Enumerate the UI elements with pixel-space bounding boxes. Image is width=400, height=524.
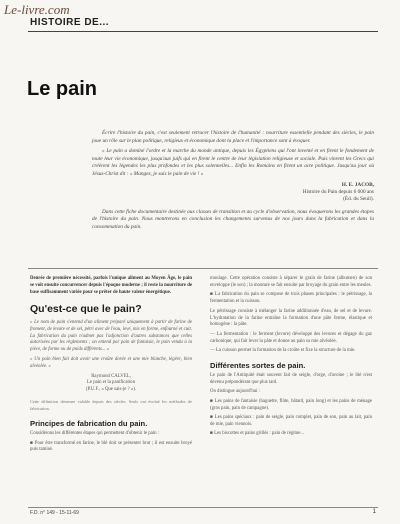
attribution-name: Raymond CALVEL,	[91, 373, 131, 379]
intro-paragraph-2: « Le pain a dominé l'ordre et la marche du monde antique, depuis les Égyptiens qui l'ont inventé et en firent le fondement de toute leur vie économique, jusqu'aux juifs qui en firent le centre de leur législation religieuse et sociale. Puis vinrent les Grecs qui créèrent les légendes les plus profondes et les plus solennelles... Enfin les Romains en firent un acte politique. Jusqu'au jour où Jésus-Christ dit : « Mangez, je suis le pain de vie ! »	[92, 148, 374, 177]
phases-paragraph: ■ La fabrication du pain se compose de trois phases principales : le pétrissage, la fermentation et la cuisson.	[210, 292, 372, 305]
attribution-ref: (P.U.F., « Que sais-je ? »).	[85, 387, 137, 393]
special-breads-paragraph: ■ Les pains spéciaux : pain de seigle, pain complet, pain de son, pain au lait, pain de mie, pain viennois.	[210, 415, 372, 427]
heading-what-is-bread: Qu'est-ce que le pain?	[30, 302, 142, 315]
heading-bread-types: Différentes sortes de pain.	[210, 361, 306, 371]
fancy-breads-paragraph: ■ Les pains de fantaisie (baguette, flûte, bâtard, pain long) et les pains de ménage (gros pain, pain de campagne).	[210, 398, 372, 411]
left-column	[30, 276, 192, 457]
intro-citation	[92, 182, 374, 203]
citation-work: Histoire du Pain depuis 6 000 ans	[302, 188, 374, 195]
intro-paragraph-1: Écrire l'histoire du pain, c'est seulement retracer l'histoire de l'humanité : nourriture essentielle pendant des siècles, le pain joue un rôle sur le plan politique, religieux et économique dont la place et l'importance sont à évoquer.	[92, 130, 374, 144]
fermentation-paragraph: — La fermentation : le ferment (levure) développe des levures et dégage du gaz carbonique, qui fait lever la pâte et donne au pain sa mie alvéolée.	[210, 331, 372, 344]
page-number: 1	[372, 509, 376, 515]
principles-bullet: ■ Pour être transformé en farine, le blé doit se présenter brut ; il est ensuite broyé puis tamisé.	[30, 440, 192, 453]
principles-intro: Considérons les différentes étapes qui permettent d'obtenir le pain :	[30, 431, 160, 437]
definition-note: Cette définition demeure valable depuis des siècles. Seuls ont évolué les méthodes de fabrication.	[30, 399, 192, 412]
citation-publisher: (Éd. du Seuil).	[343, 195, 374, 202]
watermark-logo: Le-livre.com	[4, 2, 70, 17]
rusks-paragraph: ■ Les biscottes et pains grillés : pain de régime...	[210, 431, 305, 437]
kneading-paragraph: Le pétrissage consiste à mélanger la farine additionnée d'eau, de sel et de levure. L'hydratation de la farine entraîne la formation d'une pâte ferme, élastique et homogène : la pâte.	[210, 308, 372, 328]
definition-quote-2: « Un pain bien fait doit avoir une croûte dorée et une mie blanche, légère, bien alvéolée. »	[30, 356, 192, 369]
definition-quote: « Le nom de pain s'entend d'un aliment préparé uniquement à partir de farine de froment, de levure et de sel, pétri avec de l'eau, levé, mis en forme, enfourné et cuit. La fabrication du pain n'admet pas l'adjonction d'autres substances que celles autorisées par les règlements ; on entend par pain de fantaisie, le pain vendu à la pièce, de forme ou de poids différents... »	[30, 319, 192, 353]
attribution-work: Le pain et la panification	[87, 380, 135, 386]
section-label: HISTOIRE DE...	[30, 17, 110, 28]
distinguish-paragraph: On distingue aujourd'hui :	[210, 389, 261, 395]
heading-principles: Principes de fabrication du pain.	[30, 419, 148, 429]
milling-paragraph: moulage. Cette opération consiste à séparer le grain de farine (albumen) de son enveloppe (le son) ; la mouture se fait ensuite par broyage du grain entre les meules.	[210, 276, 372, 288]
intro-block	[92, 130, 374, 234]
citation-author: H. E. JACOB,	[341, 181, 374, 188]
intro-paragraph-3: Dans cette fiche documentaire destinée aux classes de transition et au cycle d'observation, nous évoquerons les grandes étapes de l'histoire du pain. Nous montrerons en conclusion les changements survenus de nos jours dans la fabrication et dans la consommation du pain.	[92, 208, 374, 230]
antiquity-paragraph: Le pain de l'Antiquité était souvent fait de seigle, d'orge, d'avoine ; le blé n'est devenu prépondérant que plus tard.	[210, 373, 372, 385]
header-rule	[28, 31, 378, 32]
footer-reference: F.D. n° 149 - 15-11-69	[30, 510, 79, 516]
lead-paragraph: Denrée de première nécessité, parfois l'unique aliment au Moyen Âge, le pain se voit ensuite concurrencer depuis l'époque moderne ; il reste la nourriture de base suffisamment variée pour se prêter de haute valeur énergétique.	[30, 276, 192, 295]
baking-paragraph: — La cuisson permet la formation de la croûte et fixe la structure de la mie.	[210, 348, 356, 354]
article-title: Le pain	[27, 78, 98, 100]
section-divider	[28, 268, 378, 269]
quote-attribution	[30, 374, 192, 395]
right-column	[210, 276, 372, 441]
footer-rule	[28, 507, 378, 508]
